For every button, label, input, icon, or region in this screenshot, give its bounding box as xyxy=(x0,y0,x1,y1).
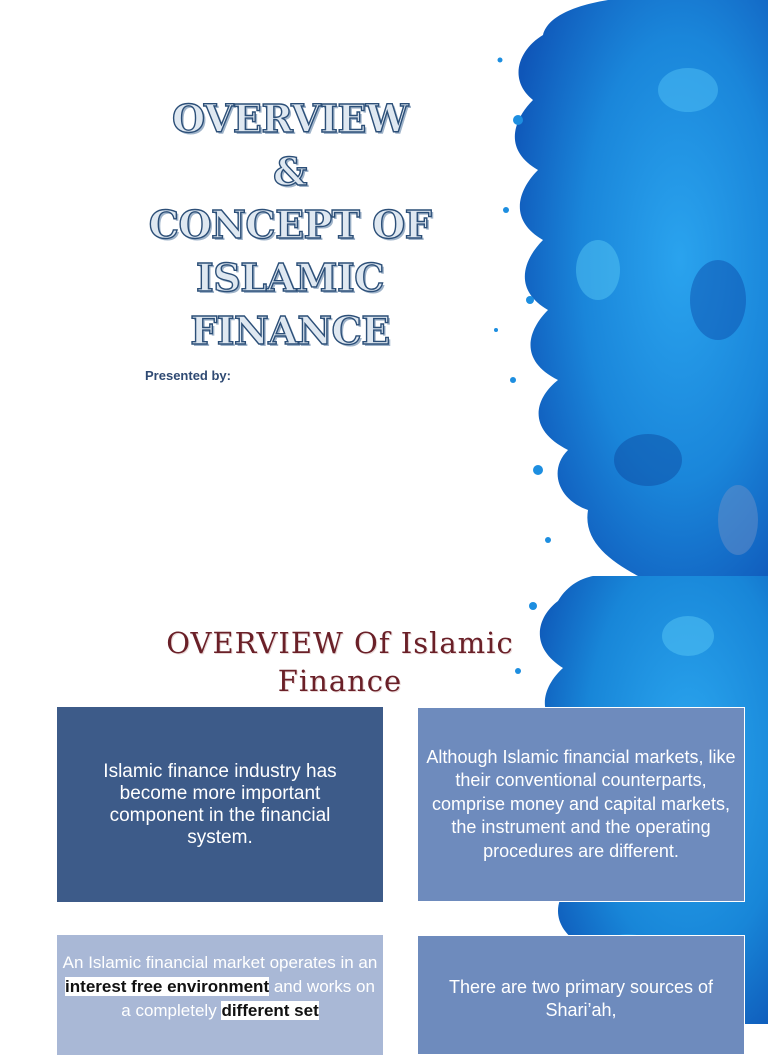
slide-title xyxy=(150,624,530,700)
watercolor-splash xyxy=(488,0,768,576)
info-box-text: There are two primary sources of Shari’ah, xyxy=(448,977,714,1020)
highlight-text: interest free environment xyxy=(65,977,270,996)
highlight-text: different set xyxy=(221,1001,319,1020)
title-line: CONCEPT OF xyxy=(148,202,432,247)
title-line: FINANCE xyxy=(190,308,390,353)
info-box-text: Although Islamic financial markets, like their conventional counterparts, comprise money and capital markets, the instrument and the operating procedures are different. xyxy=(426,746,736,861)
info-box-text: Islamic finance industry has become more important component in the financial system. xyxy=(103,760,337,848)
title-line: & xyxy=(273,149,307,194)
slide-title xyxy=(100,92,480,357)
text-part: An Islamic financial market operates in an xyxy=(62,953,378,972)
info-box-interest-free xyxy=(57,935,383,1055)
text-part: and works on a completely xyxy=(121,977,375,1020)
presented-by-label: Presented by: xyxy=(145,368,231,383)
title-line: ISLAMIC xyxy=(195,255,384,300)
info-box-sources xyxy=(417,935,745,1055)
info-box-markets xyxy=(417,707,745,902)
title-line: OVERVIEW Of Islamic xyxy=(166,626,514,660)
info-box-industry xyxy=(57,707,383,902)
info-box-text xyxy=(61,951,379,1023)
title-line: OVERVIEW xyxy=(171,96,408,141)
title-line: Finance xyxy=(277,664,403,698)
